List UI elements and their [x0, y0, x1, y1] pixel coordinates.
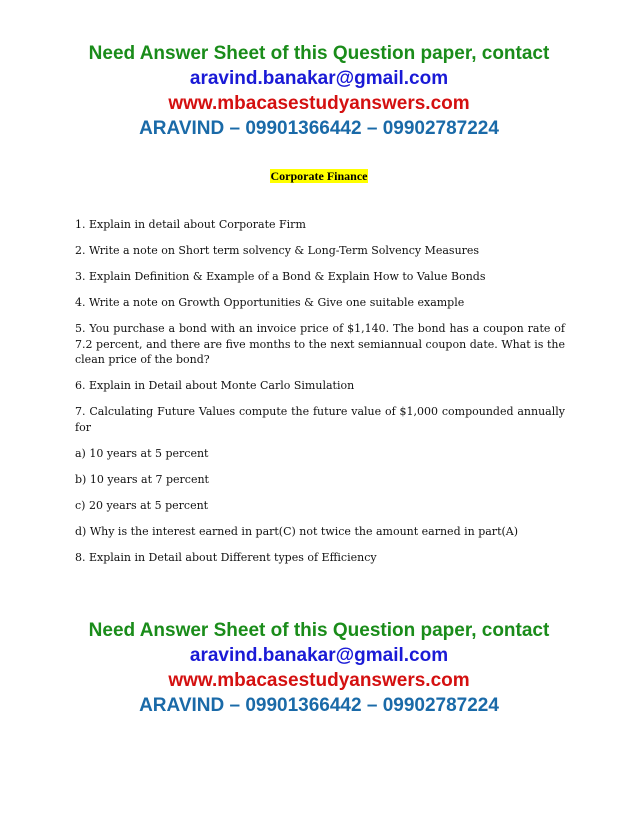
question-item: 5. You purchase a bond with an invoice price of $1,140. The bond has a coupon rate of 7.2 percent, and there are five months to the next semiannual coupon date. What is the clean price of the bond? — [75, 322, 565, 366]
contact-website: www.mbacasestudyanswers.com — [168, 93, 470, 114]
contact-email: aravind.banakar@gmail.com — [189, 68, 449, 89]
question-item: 2. Write a note on Short term solvency & Long-Term Solvency Measures — [75, 244, 480, 257]
contact-footer — [0, 618, 638, 718]
question-subitem: a) 10 years at 5 percent — [75, 446, 209, 460]
question-item: 3. Explain Definition & Example of a Bond & Explain How to Value Bonds — [75, 270, 486, 283]
question-subitem: b) 10 years at 7 percent — [75, 472, 209, 486]
question-item: 4. Write a note on Growth Opportunities & Give one suitable example — [75, 296, 465, 309]
contact-heading: Need Answer Sheet of this Question paper, contact — [88, 620, 550, 641]
question-item: 7. Calculating Future Values compute the future value of $1,000 compounded annually for — [75, 405, 565, 434]
subject-title: Corporate Finance — [270, 169, 368, 183]
question-list — [75, 217, 565, 576]
question-item: 8. Explain in Detail about Different types of Efficiency — [75, 550, 377, 564]
contact-header — [0, 41, 638, 141]
question-item: 6. Explain in Detail about Monte Carlo Simulation — [75, 379, 355, 392]
contact-email: aravind.banakar@gmail.com — [189, 645, 449, 666]
contact-phone: ARAVIND – 09901366442 – 09902787224 — [139, 695, 499, 716]
question-item: 1. Explain in detail about Corporate Firm — [75, 218, 306, 231]
contact-website: www.mbacasestudyanswers.com — [168, 670, 470, 691]
question-subitem: d) Why is the interest earned in part(C) not twice the amount earned in part(A) — [75, 524, 519, 538]
contact-heading: Need Answer Sheet of this Question paper, contact — [88, 43, 550, 64]
subject-title-wrap — [0, 169, 638, 184]
contact-phone: ARAVIND – 09901366442 – 09902787224 — [139, 118, 499, 139]
question-subitem: c) 20 years at 5 percent — [75, 498, 209, 512]
